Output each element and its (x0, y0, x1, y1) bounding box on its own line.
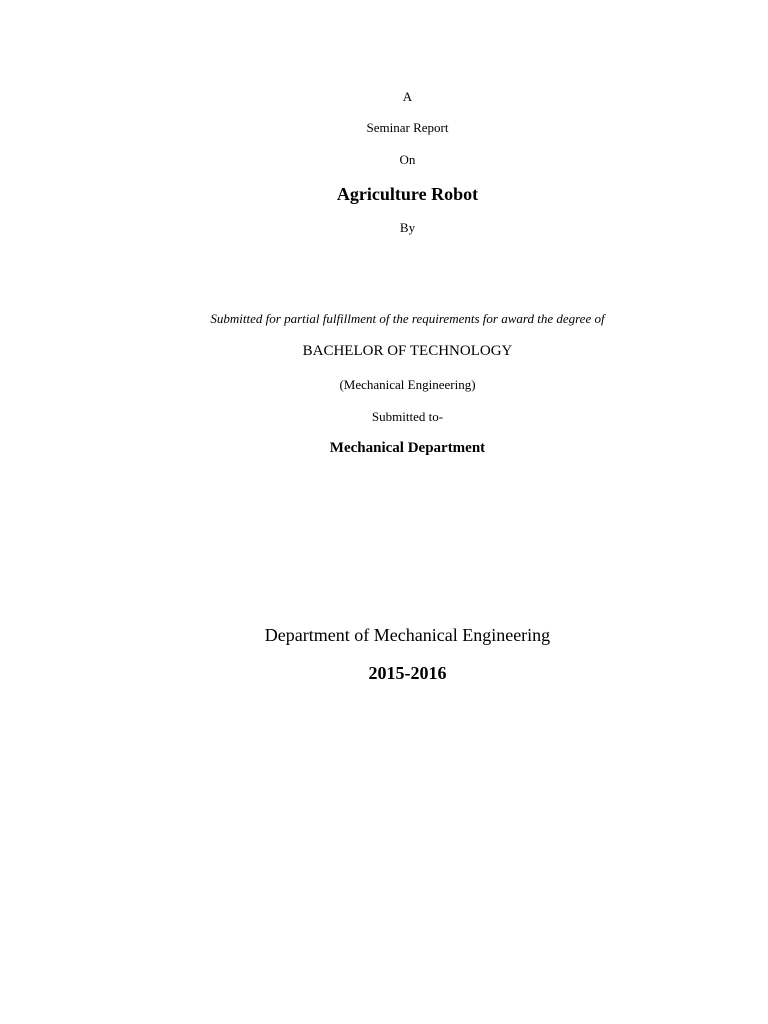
degree-name: BACHELOR OF TECHNOLOGY (302, 343, 513, 359)
academic-session: 2015-2016 (368, 663, 447, 683)
cover-line-on: On (399, 152, 416, 167)
submitted-to-label: Submitted to- (371, 409, 444, 424)
submission-statement: Submitted for partial fulfillment of the requirements for award the degree of (210, 311, 605, 326)
report-title: Agriculture Robot (336, 184, 479, 204)
branch-name: (Mechanical Engineering) (339, 377, 476, 392)
submitted-to-department: Mechanical Department (329, 440, 486, 456)
cover-line-by: By (399, 220, 416, 235)
cover-line-a: A (402, 89, 413, 104)
institution-department: Department of Mechanical Engineering (264, 625, 551, 645)
report-type: Seminar Report (366, 120, 449, 135)
